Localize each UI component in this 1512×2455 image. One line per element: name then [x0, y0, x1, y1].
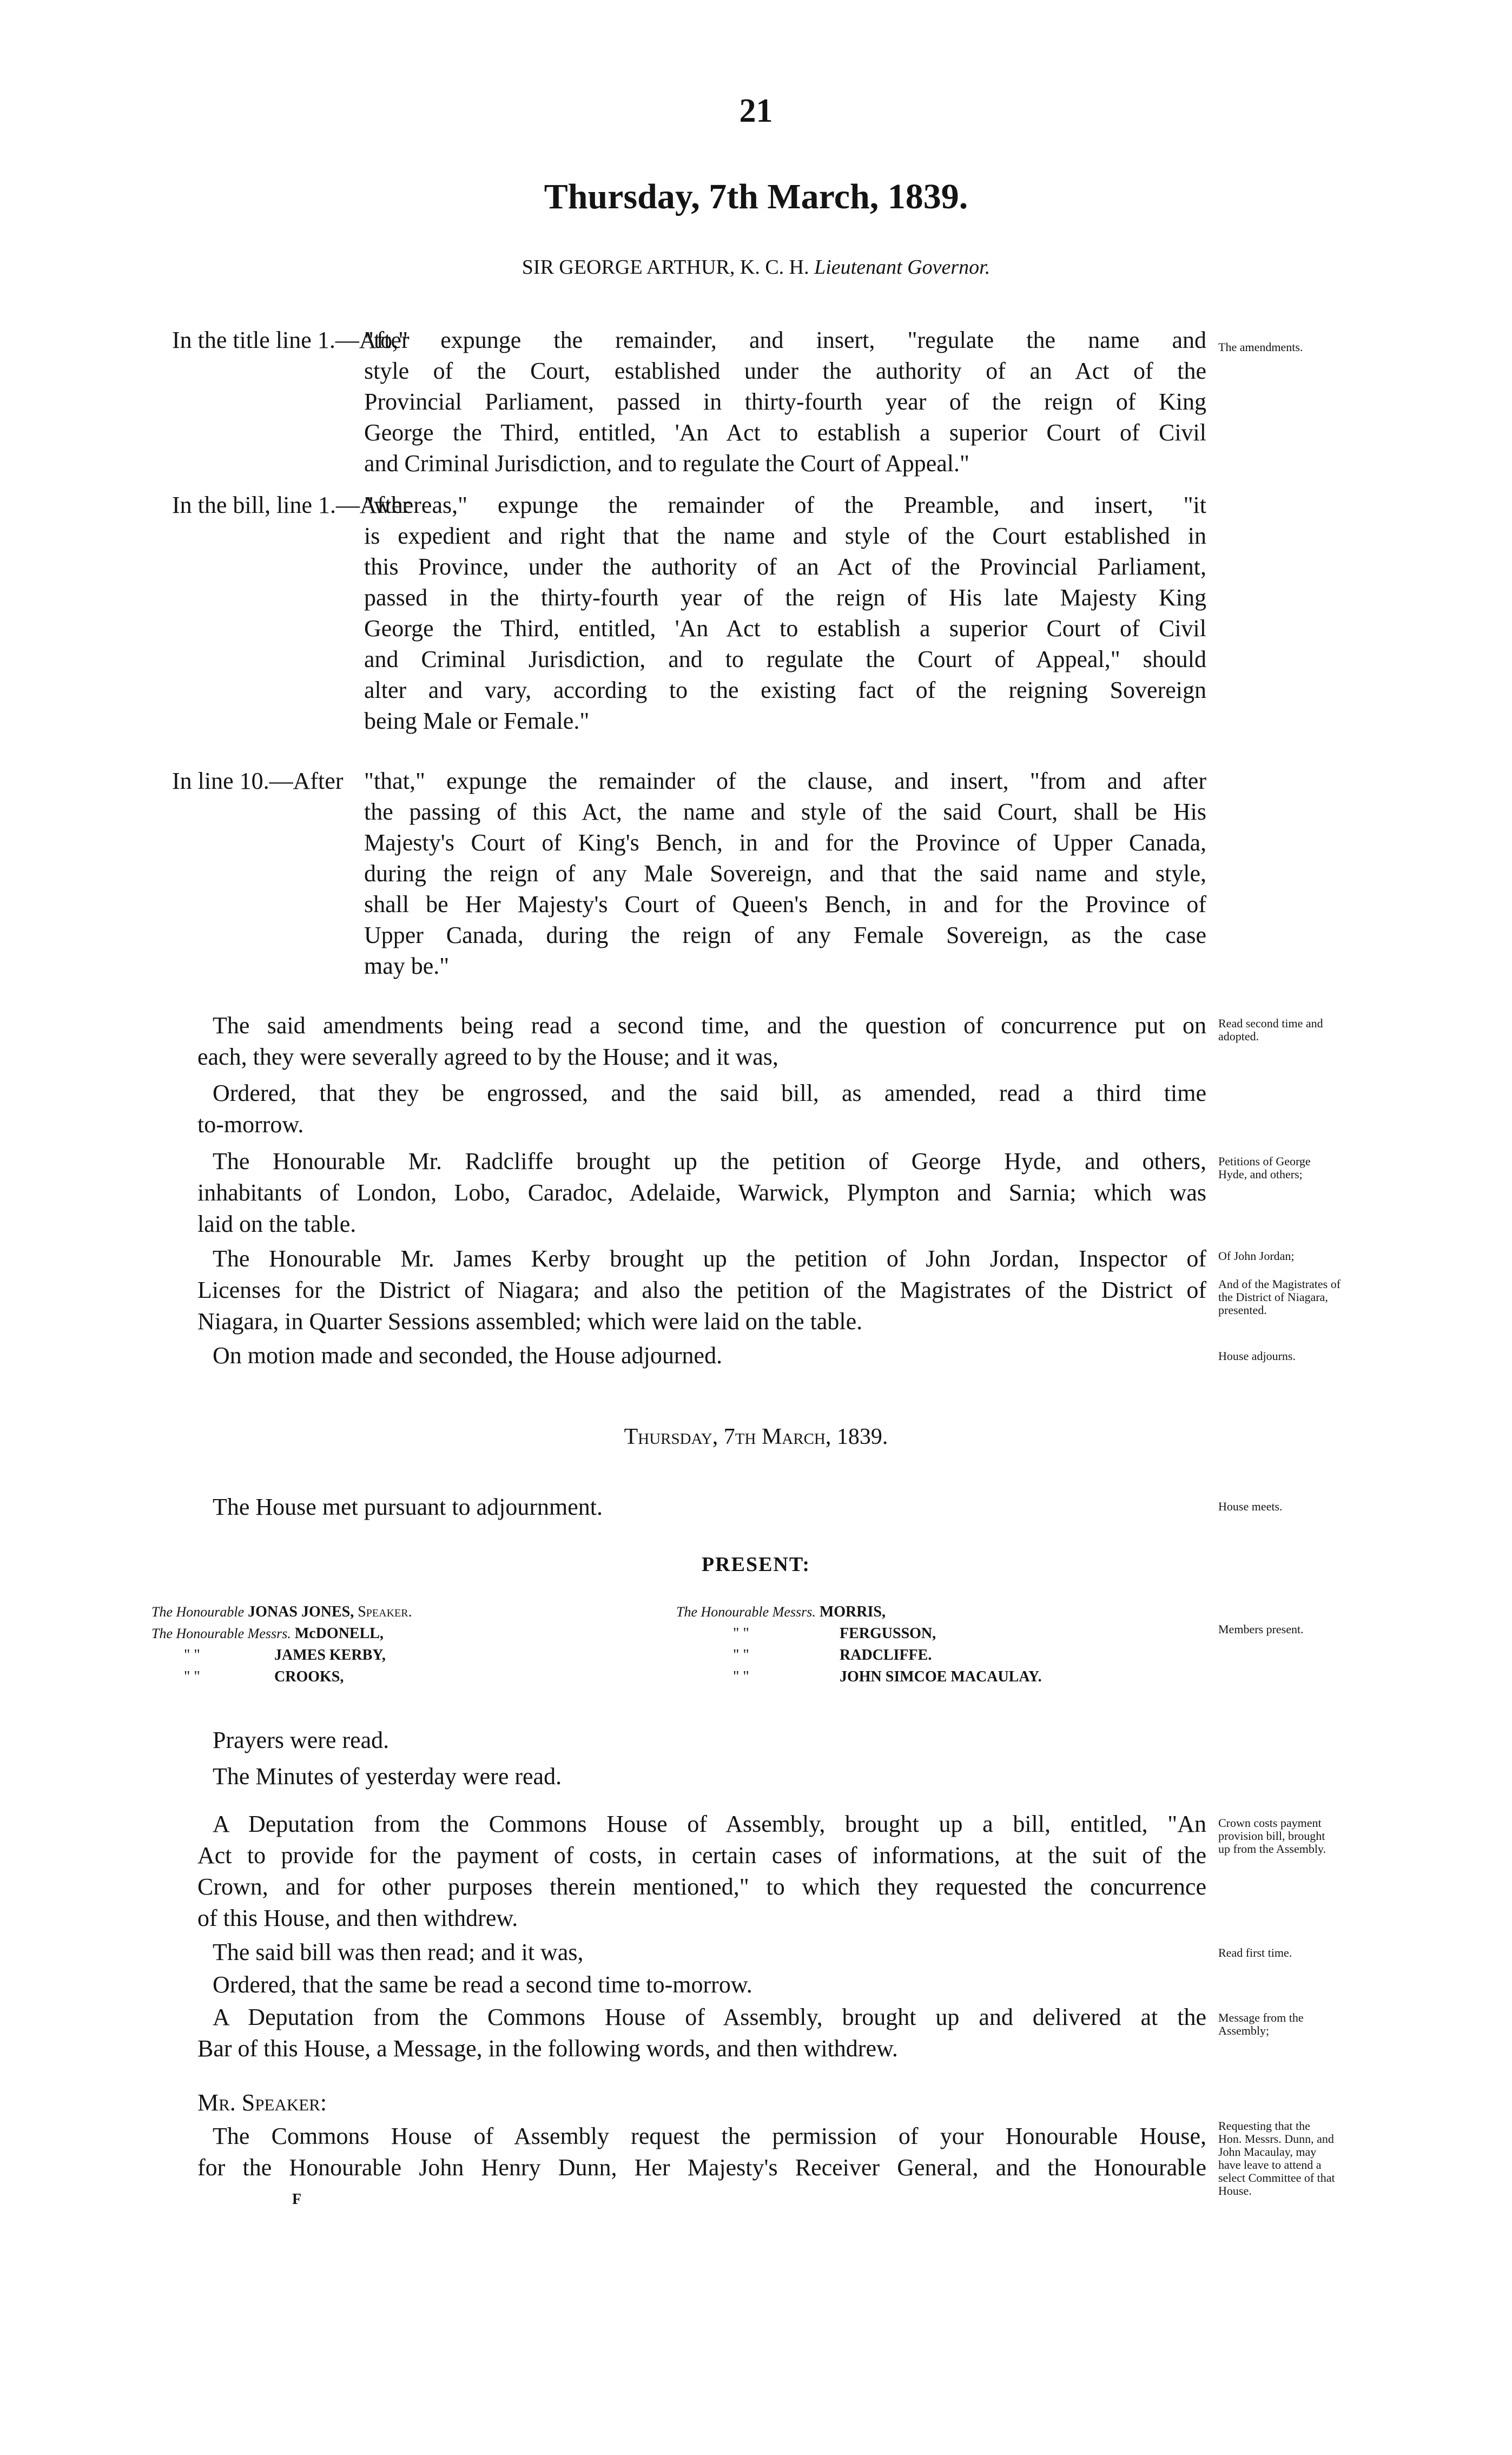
present-heading: PRESENT: — [701, 1553, 811, 1576]
ditto-mark: " " — [733, 1668, 749, 1685]
second-date-heading: Thursday, 7th March, 1839. — [624, 1424, 888, 1449]
text-line: laid on the table. — [197, 1211, 356, 1237]
text-line: Crown, and for other purposes therein mentioned," to which they requested the concurrence — [197, 1873, 1206, 1900]
text-line: The Honourable Mr. Radcliffe brought up the petition of George Hyde, and others, — [213, 1148, 1206, 1174]
margin-note: Message from the Assembly; — [1218, 2011, 1304, 2037]
paragraph-ordered-engrossed — [197, 1078, 1206, 1140]
margin-note: The amendments. — [1218, 340, 1303, 354]
member-entry — [151, 1623, 384, 1645]
paragraph-radcliffe-petition — [197, 1146, 1206, 1240]
text-line: Act to provide for the payment of costs, in certain cases of informations, at the suit of the — [197, 1842, 1206, 1869]
amendment-line: this Province, under the authority of an Act of the Provincial Parliament, — [364, 553, 1206, 580]
governor-line — [0, 254, 1512, 280]
text-line: Prayers were read. — [213, 1727, 389, 1753]
amendment-line: may be." — [364, 953, 450, 979]
text-line: Ordered, that they be engrossed, and the said bill, as amended, read a third time — [213, 1080, 1206, 1106]
member-prefix: The Honourable Messrs. — [151, 1626, 291, 1641]
amendment-line: Majesty's Court of King's Bench, in and for the Province of Upper Canada, — [364, 829, 1206, 856]
text-line: inhabitants of London, Lobo, Caradoc, Adelaide, Warwick, Plympton and Sarnia; which was — [197, 1179, 1206, 1206]
margin-note: Read second time and adopted. — [1218, 1017, 1323, 1043]
text-line: to-morrow. — [197, 1111, 304, 1138]
margin-note: House adjourns. — [1218, 1349, 1296, 1363]
margin-note: Read first time. — [1218, 1946, 1292, 1959]
amendment-line: George the Third, entitled, 'An Act to establish a superior Court of Civil — [364, 419, 1206, 446]
text-line: The said bill was then read; and it was, — [213, 1939, 584, 1965]
amendment-line: Provincial Parliament, passed in thirty-fourth year of the reign of King — [364, 388, 1206, 415]
member-entry — [184, 1666, 344, 1688]
margin-note: Requesting that the Hon. Messrs. Dunn, and John Macaulay, may have leave to attend a select Committee of that House. — [1218, 2119, 1335, 2197]
member-name: CROOKS, — [274, 1668, 344, 1685]
text-line: The Commons House of Assembly request the permission of your Honourable House, — [213, 2123, 1206, 2149]
members-present-list — [151, 1601, 1212, 1693]
amendment-line: shall be Her Majesty's Court of Queen's Bench, in and for the Province of — [364, 891, 1206, 918]
margin-note: Of John Jordan; — [1218, 1249, 1295, 1263]
amendment-line: "to," expunge the remainder, and insert, "regulate the name and — [364, 327, 1206, 353]
text-line: of this House, and then withdrew. — [197, 1905, 518, 1931]
amendment-line: passed in the thirty-fourth year of the reign of His late Majesty King — [364, 584, 1206, 611]
member-name: JOHN SIMCOE MACAULAY. — [840, 1668, 1042, 1685]
governor-name: SIR GEORGE ARTHUR, K. C. H. — [521, 256, 809, 279]
text-line: each, they were severally agreed to by the House; and it was, — [197, 1044, 778, 1070]
signature-mark: F — [292, 2191, 302, 2208]
member-entry — [151, 1601, 412, 1623]
member-entry — [733, 1645, 932, 1666]
paragraph-kerby-petition — [197, 1243, 1206, 1337]
text-line: The Honourable Mr. James Kerby brought up the petition of John Jordan, Inspector of — [213, 1245, 1206, 1272]
member-name: JONAS JONES, — [248, 1603, 354, 1620]
amendment-line: and Criminal Jurisdiction, and to regulate the Court of Appeal." — [364, 450, 969, 477]
member-name: FERGUSSON, — [840, 1625, 936, 1642]
member-entry — [184, 1645, 386, 1666]
member-name: MORRIS, — [819, 1603, 886, 1620]
text-line: On motion made and seconded, the House adjourned. — [213, 1342, 723, 1369]
paragraph-bill-read — [197, 1937, 1206, 1968]
amendment-line: during the reign of any Male Sovereign, and that the said name and style, — [364, 860, 1206, 887]
amendment-line: and Criminal Jurisdiction, and to regulate the Court of Appeal," should — [364, 646, 1206, 672]
paragraph-house-met — [197, 1492, 1206, 1523]
paragraph-ordered-second-reading — [197, 1969, 1206, 2001]
text-line: A Deputation from the Commons House of Assembly, brought up and delivered at the — [213, 2004, 1206, 2030]
amendment-line: Upper Canada, during the reign of any Female Sovereign, as the case — [364, 922, 1206, 948]
paragraph-amendments-read — [197, 1010, 1206, 1073]
margin-note: House meets. — [1218, 1500, 1283, 1513]
member-prefix: The Honourable — [151, 1604, 245, 1620]
amendment-line: alter and vary, according to the existing fact of the reigning Sovereign — [364, 677, 1206, 703]
member-prefix: The Honourable Messrs. — [676, 1604, 816, 1620]
text-line: The House met pursuant to adjournment. — [213, 1494, 603, 1520]
amendment-label: In line 10.—After — [172, 768, 344, 794]
text-line: The Minutes of yesterday were read. — [213, 1763, 562, 1790]
ditto-mark: " " — [184, 1668, 200, 1685]
text-line: for the Honourable John Henry Dunn, Her Majesty's Receiver General, and the Honourable — [197, 2154, 1206, 2181]
member-entry — [676, 1601, 886, 1623]
member-name: JAMES KERBY, — [274, 1647, 386, 1664]
amendment-line: style of the Court, established under the authority of an Act of the — [364, 358, 1206, 384]
amendment-label: In the title line 1.—After — [172, 327, 410, 353]
ditto-mark: " " — [733, 1625, 749, 1642]
member-suffix: Speaker. — [358, 1603, 412, 1620]
member-entry — [733, 1623, 936, 1645]
member-name: RADCLIFFE. — [840, 1647, 932, 1664]
member-entry — [733, 1666, 1042, 1688]
text-line: A Deputation from the Commons House of Assembly, brought up a bill, entitled, "An — [213, 1811, 1206, 1837]
amendment-label: In the bill, line 1.—After — [172, 492, 410, 518]
amendment-line: the passing of this Act, the name and style of the said Court, shall be His — [364, 798, 1206, 825]
governor-title: Lieutenant Governor. — [814, 256, 991, 279]
paragraph-house-adjourned — [197, 1340, 1206, 1371]
paragraph-prayers — [197, 1725, 1206, 1756]
text-line: Bar of this House, a Message, in the following words, and then withdrew. — [197, 2035, 898, 2062]
paragraph-deputation-message — [197, 2002, 1206, 2064]
ditto-mark: " " — [733, 1647, 749, 1664]
text-line: Niagara, in Quarter Sessions assembled; which were laid on the table. — [197, 1308, 863, 1335]
amendment-line: "whereas," expunge the remainder of the Preamble, and insert, "it — [364, 492, 1206, 518]
page-number: 21 — [739, 93, 773, 129]
date-heading: Thursday, 7th March, 1839. — [544, 177, 968, 216]
margin-note: Crown costs payment provision bill, brought up from the Assembly. — [1218, 1816, 1326, 1856]
member-name: McDONELL, — [294, 1625, 384, 1642]
amendment-line: "that," expunge the remainder of the clause, and insert, "from and after — [364, 768, 1206, 794]
margin-note: Members present. — [1218, 1622, 1304, 1636]
ditto-mark: " " — [184, 1647, 200, 1664]
paragraph-message-text — [197, 2121, 1206, 2183]
margin-note: And of the Magistrates of the District of Niagara, presented. — [1218, 1277, 1341, 1317]
text-line: Licenses for the District of Niagara; and also the petition of the Magistrates of the District of — [197, 1277, 1206, 1303]
paragraph-deputation-bill — [197, 1809, 1206, 1934]
margin-note: Petitions of George Hyde, and others; — [1218, 1154, 1311, 1181]
speaker-salutation: Mr. Speaker: — [197, 2089, 327, 2116]
amendment-line: George the Third, entitled, 'An Act to establish a superior Court of Civil — [364, 615, 1206, 642]
paragraph-minutes — [197, 1761, 1206, 1792]
text-line: Ordered, that the same be read a second time to-morrow. — [213, 1971, 752, 1998]
text-line: The said amendments being read a second time, and the question of concurrence put on — [213, 1012, 1206, 1039]
amendment-line: is expedient and right that the name and style of the Court established in — [364, 523, 1206, 549]
amendment-line: being Male or Female." — [364, 708, 590, 734]
